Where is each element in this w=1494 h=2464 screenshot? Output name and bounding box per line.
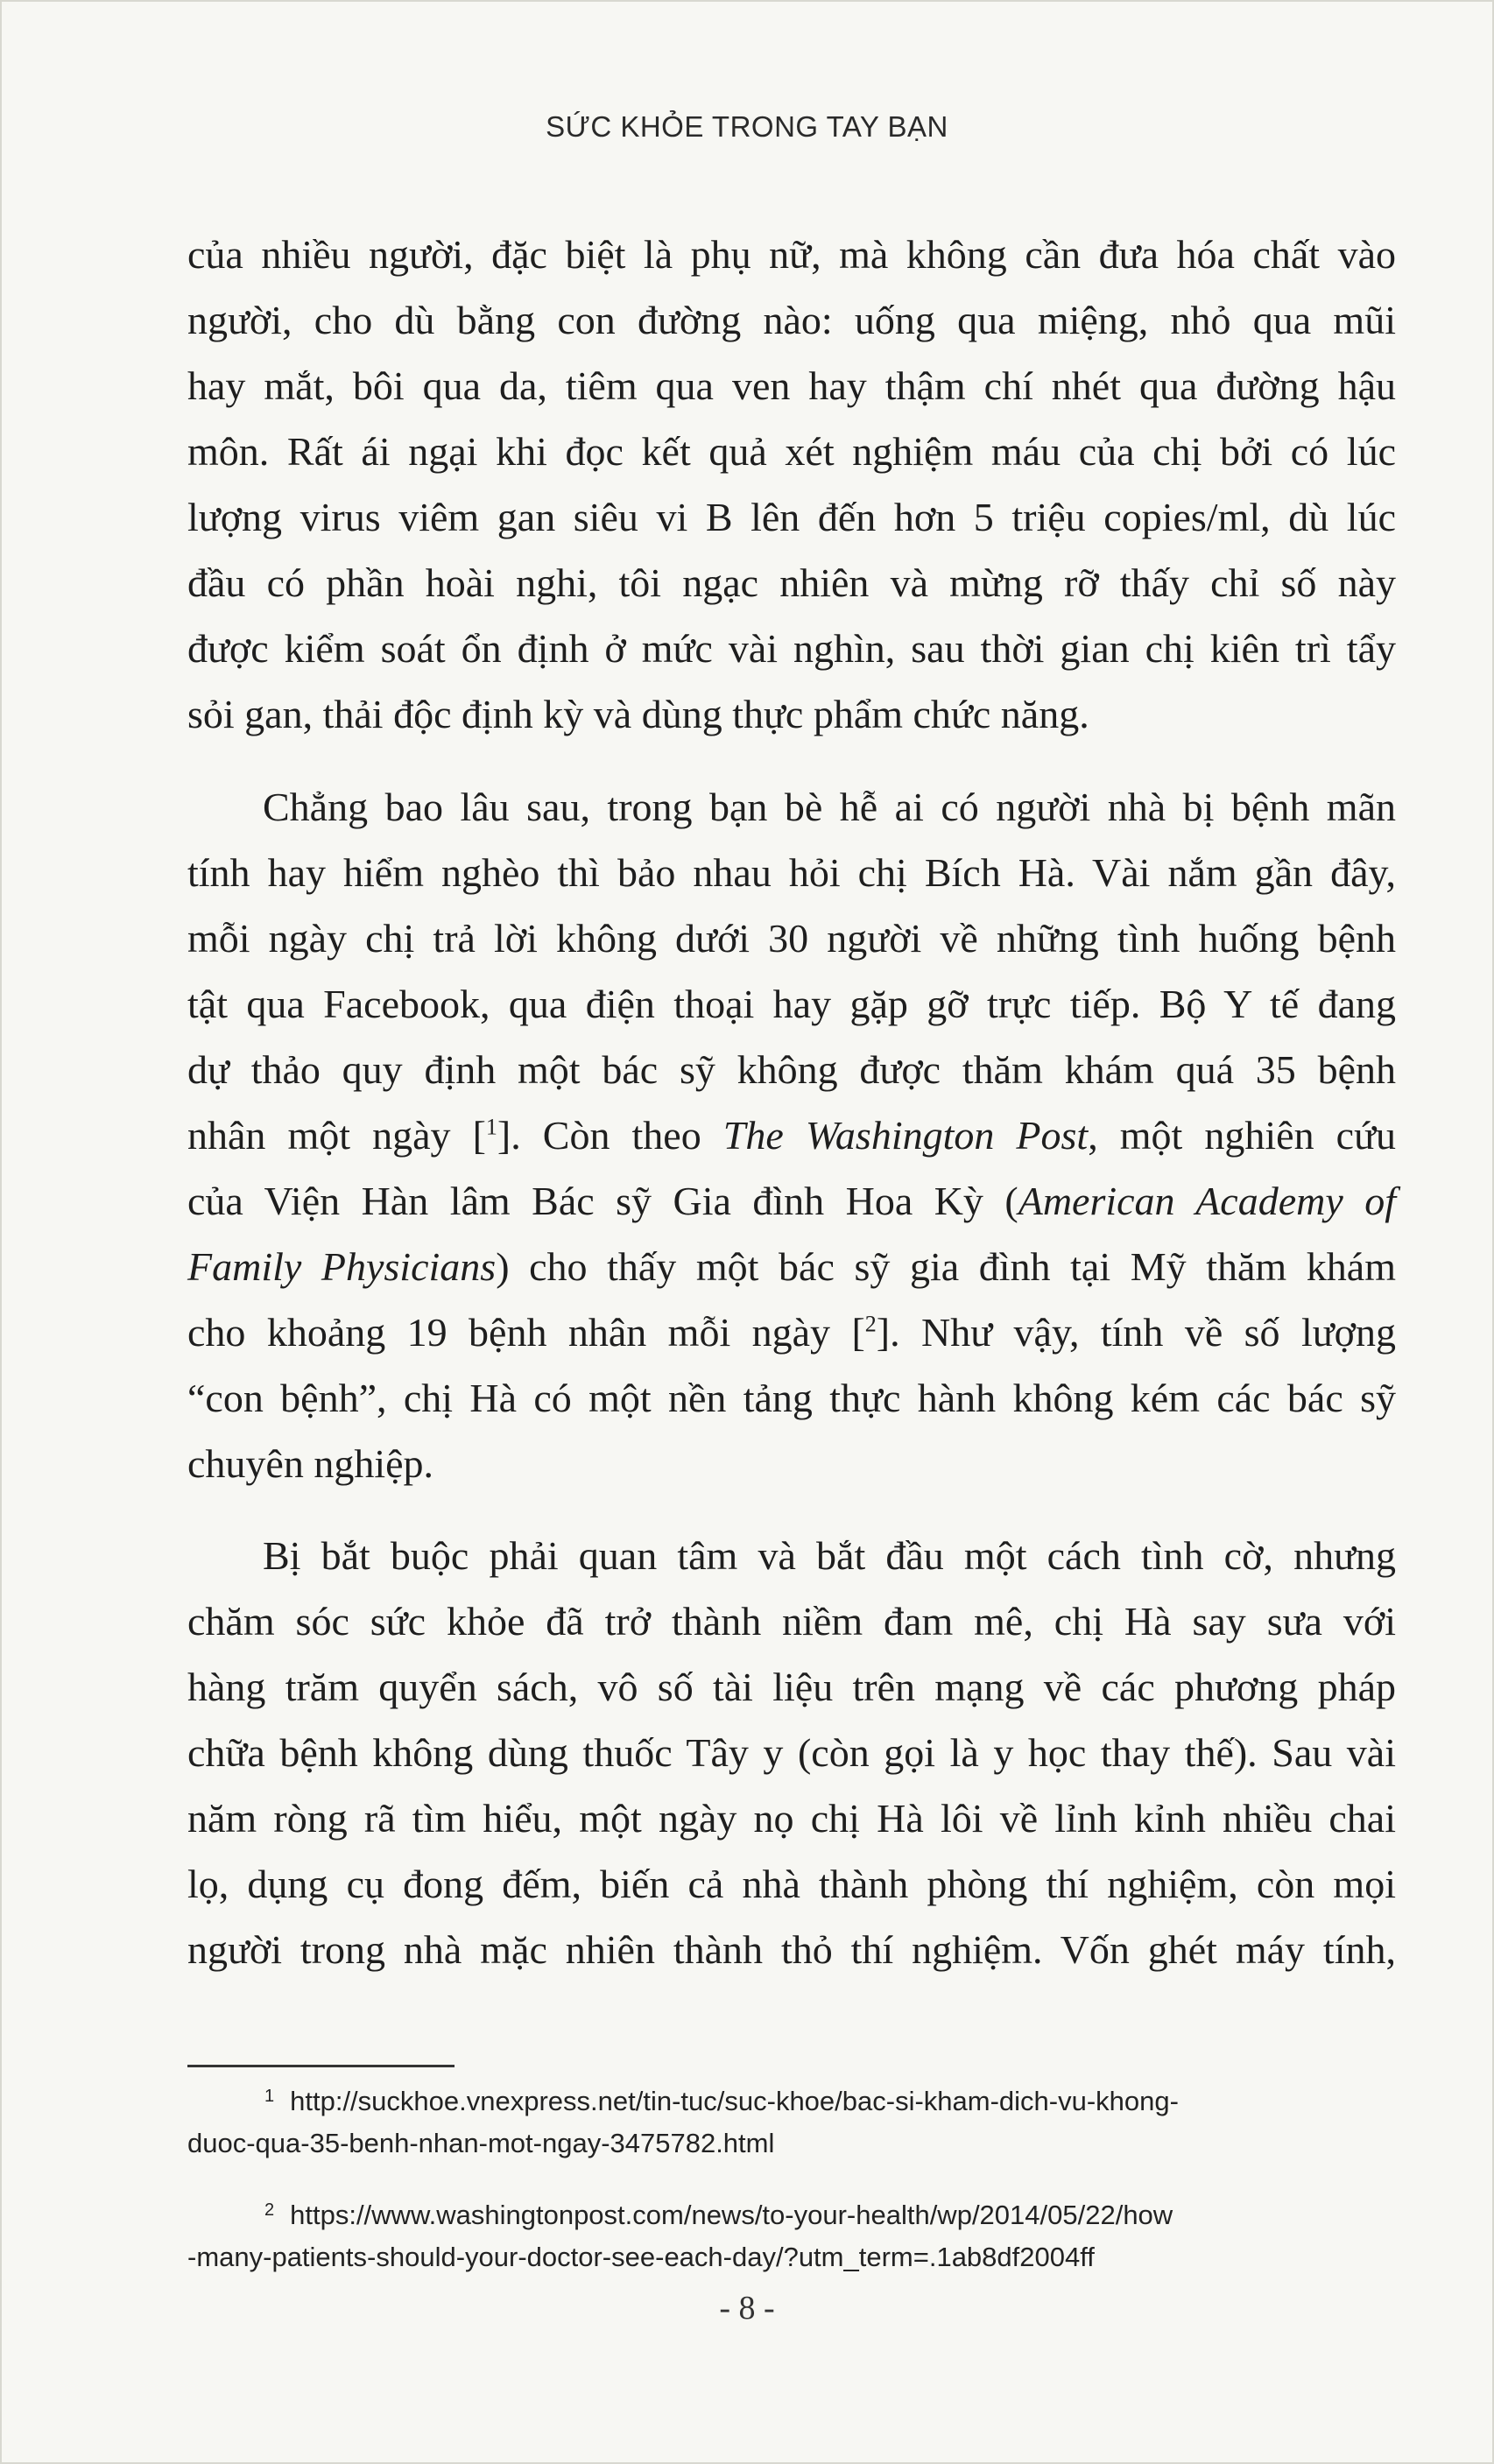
text-line: lượng virus viêm gan siêu vi B lên đến hơn 5 triệu copies/ml, dù lúc — [187, 495, 1396, 539]
text-line: lọ, dụng cụ đong đếm, biến cả nhà thành phòng thí nghiệm, còn mọi — [187, 1862, 1396, 1906]
footnote-link-continued[interactable]: duoc-qua-35-benh-nhan-mot-ngay-3475782.html — [187, 2128, 775, 2158]
publication-title: The Washington Post — [722, 1113, 1089, 1158]
footnote-link[interactable]: https://www.washingtonpost.com/news/to-your-health/wp/2014/05/22/how — [290, 2200, 1173, 2230]
text-line — [187, 1168, 1396, 1234]
text-line: đầu có phần hoài nghi, tôi ngạc nhiên và mừng rỡ thấy chỉ số này — [187, 560, 1396, 605]
text-line: người, cho dù bằng con đường nào: uống qua miệng, nhỏ qua mũi — [187, 298, 1396, 342]
footnote-marker: 2 — [264, 2200, 275, 2220]
footnotes — [187, 2073, 1396, 2281]
footnote-2 — [187, 2186, 1396, 2234]
text-line — [187, 1102, 1396, 1168]
paragraph-1 — [187, 222, 1396, 747]
text-run: ) cho thấy một bác sỹ gia đình tại Mỹ thăm khám — [496, 1244, 1396, 1289]
text-line — [187, 1299, 1396, 1365]
text-run: ]. Như vậy, tính về số lượng — [876, 1310, 1396, 1355]
text-line: dự thảo quy định một bác sỹ không được thăm khám quá 35 bệnh — [187, 1047, 1396, 1092]
text-line: hay mắt, bôi qua da, tiêm qua ven hay thậm chí nhét qua đường hậu — [187, 363, 1396, 408]
text-line: tật qua Facebook, qua điện thoại hay gặp gỡ trực tiếp. Bộ Y tế đang — [187, 982, 1396, 1026]
text-line: Bị bắt buộc phải quan tâm và bắt đầu một cách tình cờ, nhưng — [263, 1533, 1396, 1578]
text-line: chữa bệnh không dùng thuốc Tây y (còn gọi là y học thay thế). Sau vài — [187, 1730, 1396, 1775]
text-line: sỏi gan, thải độc định kỳ và dùng thực phẩm chức năng. — [187, 692, 1089, 736]
text-line: Chẳng bao lâu sau, trong bạn bè hễ ai có người nhà bị bệnh mãn — [263, 785, 1396, 829]
text-line — [187, 1234, 1396, 1299]
text-run: của Viện Hàn lâm Bác sỹ Gia đình Hoa Kỳ ( — [187, 1179, 1018, 1223]
organization-name: Family Physicians — [187, 1244, 497, 1289]
text-line: năm ròng rã tìm hiểu, một ngày nọ chị Hà lôi về lỉnh kỉnh nhiều chai — [187, 1796, 1396, 1841]
text-line: chuyên nghiệp. — [187, 1441, 434, 1486]
footnote-ref-1[interactable]: 1 — [485, 1114, 497, 1140]
footnote-ref-2[interactable]: 2 — [864, 1311, 877, 1337]
text-line: được kiểm soát ổn định ở mức vài nghìn, sau thời gian chị kiên trì tẩy — [187, 626, 1396, 671]
text-line: người trong nhà mặc nhiên thành thỏ thí nghiệm. Vốn ghét máy tính, — [187, 1927, 1396, 1972]
paragraph-2 — [187, 774, 1396, 1496]
footnote-1 — [187, 2073, 1396, 2120]
text-line: mỗi ngày chị trả lời không dưới 30 người về những tình huống bệnh — [187, 916, 1396, 961]
paragraph-3 — [187, 1523, 1396, 1982]
text-run: nhân một ngày [ — [187, 1113, 486, 1158]
footnote-marker: 1 — [264, 2087, 275, 2106]
text-line: hàng trăm quyển sách, vô số tài liệu trên mạng về các phương pháp — [187, 1665, 1396, 1709]
text-line: “con bệnh”, chị Hà có một nền tảng thực hành không kém các bác sỹ — [187, 1376, 1396, 1420]
text-line: chăm sóc sức khỏe đã trở thành niềm đam mê, chị Hà say sưa với — [187, 1599, 1396, 1644]
text-line: tính hay hiểm nghèo thì bảo nhau hỏi chị Bích Hà. Vài nắm gần đây, — [187, 850, 1396, 895]
text-run: ]. Còn theo — [497, 1113, 723, 1158]
footnote-divider — [187, 2065, 455, 2067]
running-header: SỨC KHỎE TRONG TAY BẠN — [546, 110, 948, 143]
text-line: môn. Rất ái ngại khi đọc kết quả xét nghiệm máu của chị bởi có lúc — [187, 429, 1396, 474]
page-number: - 8 - — [719, 2290, 775, 2327]
organization-name: American Academy of — [1018, 1179, 1397, 1223]
text-line: của nhiều người, đặc biệt là phụ nữ, mà không cần đưa hóa chất vào — [187, 232, 1396, 277]
footnote-link[interactable]: http://suckhoe.vnexpress.net/tin-tuc/suc-khoe/bac-si-kham-dich-vu-khong- — [290, 2086, 1179, 2116]
text-run: , một nghiên cứu — [1088, 1113, 1396, 1158]
footnote-link-continued[interactable]: -many-patients-should-your-doctor-see-each-day/?utm_term=.1ab8df2004ff — [187, 2242, 1095, 2272]
text-run: cho khoảng 19 bệnh nhân mỗi ngày [ — [187, 1310, 865, 1355]
